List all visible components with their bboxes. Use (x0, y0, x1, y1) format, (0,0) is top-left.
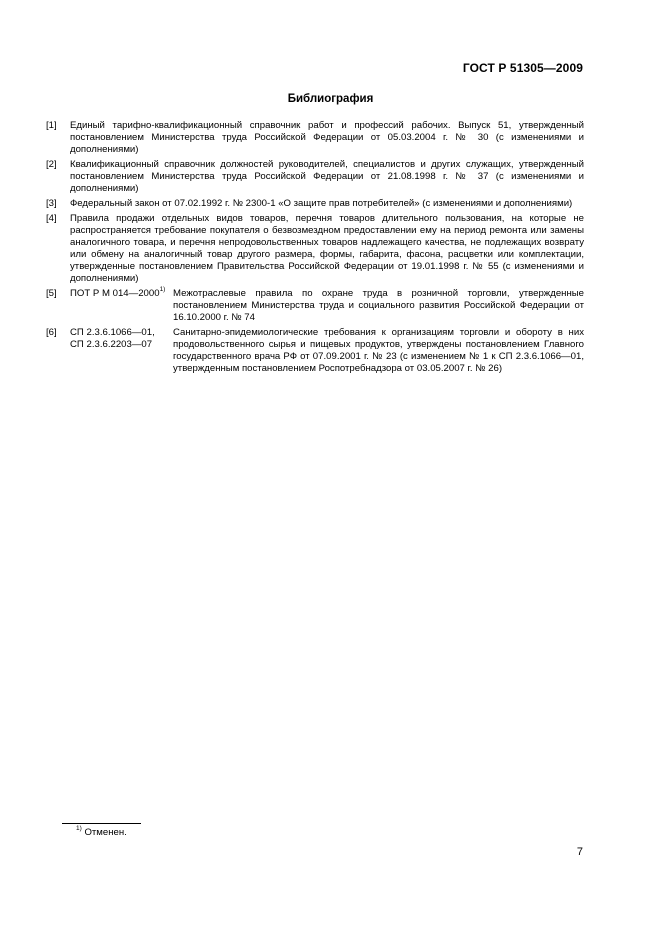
entry-text: Единый тарифно-квалификационный справочник работ и профессий рабочих. Выпуск 51, утвержденный постановлением Министерства труда Российской Федерации от 05.03.2004 г. № 30 (с изменениями и дополнениями) (70, 120, 584, 155)
entry-number: [2] (46, 159, 57, 170)
entry-text: Квалификационный справочник должностей руководителей, специалистов и других служащих, утвержденный постановлением Министерства труда Российской Федерации от 21.08.1998 г. № 37 (с изменениями и дополнениями) (70, 159, 584, 194)
footnote-text: Отменен. (84, 827, 127, 838)
bibliography-entry (46, 120, 584, 156)
entry-document-code (70, 285, 173, 324)
footnote-reference: 1) (159, 285, 166, 293)
entry-number: [6] (46, 327, 57, 338)
bibliography-entry (46, 213, 584, 285)
document-code: ПОТ Р М 014—2000 (70, 288, 160, 299)
bibliography-list (46, 120, 584, 378)
bibliography-title: Библиография (287, 93, 374, 105)
footnote-separator (62, 823, 141, 824)
entry-text: Санитарно-эпидемиологические требования к организациям торговли и обороту в них продовольственного сырья и пищевых продуктов, утверждены постановлением Главного государственного врача РФ от 07.09.2001 г. № 23 (с изменением № 1 к СП 2.3.6.1066—01, утвержденным постановлением Роспотребнадзора от 03.05.2007 г. № 26) (173, 327, 584, 374)
footnote-marker: 1) (76, 824, 82, 832)
bibliography-entry (46, 198, 584, 210)
entry-document-code (70, 327, 173, 375)
entry-text: Федеральный закон от 07.02.1992 г. № 2300-1 «О защите прав потребителей» (с изменениями и дополнениями) (70, 198, 573, 209)
page-number: 7 (576, 846, 583, 858)
document-code: СП 2.3.6.1066—01, (70, 327, 155, 338)
entry-number: [3] (46, 198, 57, 209)
entry-number: [4] (46, 213, 57, 224)
entry-text: Межотраслевые правила по охране труда в розничной торговли, утвержденные постановлением Министерства труда и социального развития Российской Федерации от 16.10.2000 г. № 74 (173, 288, 584, 323)
bibliography-entry (46, 327, 584, 375)
entry-number: [1] (46, 120, 57, 131)
entry-text: Правила продажи отдельных видов товаров, перечня товаров длительного пользования, на которые не распространяется требование покупателя о безвозмездном предоставлении ему на период ремонта или замены аналогичного товара, и перечня непродовольственных товаров надлежащего качества, не подлежащих возврату или обмену на аналогичный товар другого размера, формы, габарита, фасона, расцветки или комплектации, утвержденные постановлением Правительства Российской Федерации от 19.01.1998 г. № 55 (с изменениями и дополнениями) (70, 213, 584, 284)
bibliography-entry (46, 159, 584, 195)
footnote (76, 824, 127, 838)
document-code: СП 2.3.6.2203—07 (70, 339, 153, 350)
bibliography-entry (46, 285, 584, 324)
entry-number: [5] (46, 288, 57, 299)
standard-designation: ГОСТ Р 51305—2009 (462, 61, 583, 75)
